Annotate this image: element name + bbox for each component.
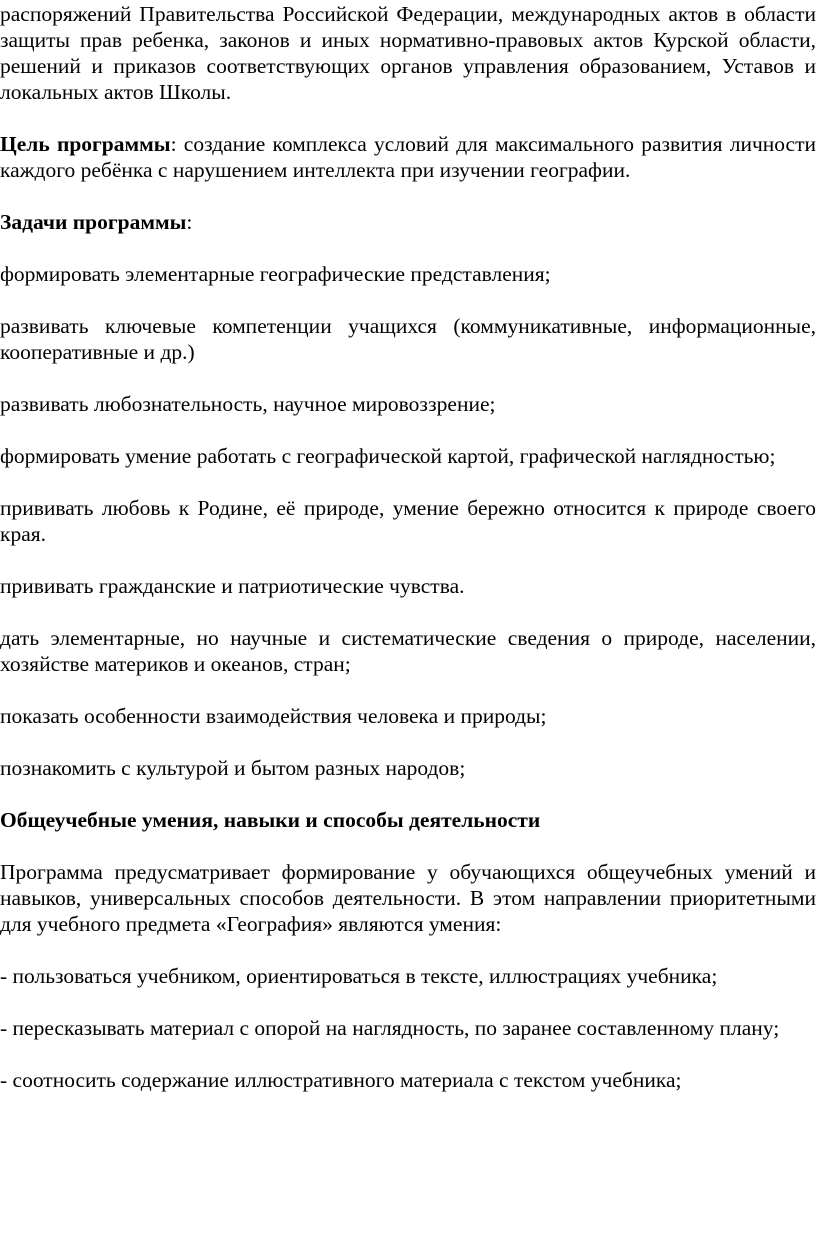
- intro-paragraph: распоряжений Правительства Российской Федерации, международных актов в области защиты прав ребенка, законов и иных нормативно-правовых актов Курской области, решений и приказов соответствующих органов управления образованием, Уставов и локальных актов Школы.: [0, 2, 816, 104]
- skills-heading-text: Общеучебные умения, навыки и способы деятельности: [0, 808, 541, 832]
- task-item: дать элементарные, но научные и систематические сведения о природе, населении, хозяйстве материков и океанов, стран;: [0, 626, 816, 676]
- task-item: формировать умение работать с географической картой, графической наглядностью;: [0, 444, 776, 468]
- task-item: прививать гражданские и патриотические чувства.: [0, 574, 465, 598]
- task-item: показать особенности взаимодействия человека и природы;: [0, 704, 547, 728]
- skills-heading: [0, 807, 816, 833]
- task-item: развивать ключевые компетенции учащихся (коммуникативные, информационные, кооперативные и др.): [0, 314, 816, 364]
- skill-item: - пользоваться учебником, ориентироваться в тексте, иллюстрациях учебника;: [0, 964, 718, 988]
- tasks-suffix: :: [186, 210, 193, 234]
- goal-paragraph: [0, 131, 816, 183]
- task-item: прививать любовь к Родине, её природе, умение бережно относится к природе своего края.: [0, 496, 816, 546]
- tasks-label: Задачи программы: [0, 210, 187, 234]
- skills-intro: Программа предусматривает формирование у обучающихся общеучебных умений и навыков, универсальных способов деятельности. В этом направлении приоритетными для учебного предмета «География» являются умения:: [0, 860, 816, 936]
- task-item: формировать элементарные географические представления;: [0, 262, 551, 286]
- goal-label: Цель программы: [0, 132, 171, 156]
- skill-item: - соотносить содержание иллюстративного материала с текстом учебника;: [0, 1068, 682, 1092]
- task-item: познакомить с культурой и бытом разных народов;: [0, 756, 466, 780]
- task-item: развивать любознательность, научное мировоззрение;: [0, 392, 496, 416]
- tasks-heading: [0, 209, 816, 235]
- goal-text: : создание комплекса условий для максимального развития личности каждого ребёнка с нарушением интеллекта при изучении географии.: [0, 132, 816, 182]
- skill-item: - пересказывать материал с опорой на наглядность, по заранее составленному плану;: [0, 1016, 780, 1040]
